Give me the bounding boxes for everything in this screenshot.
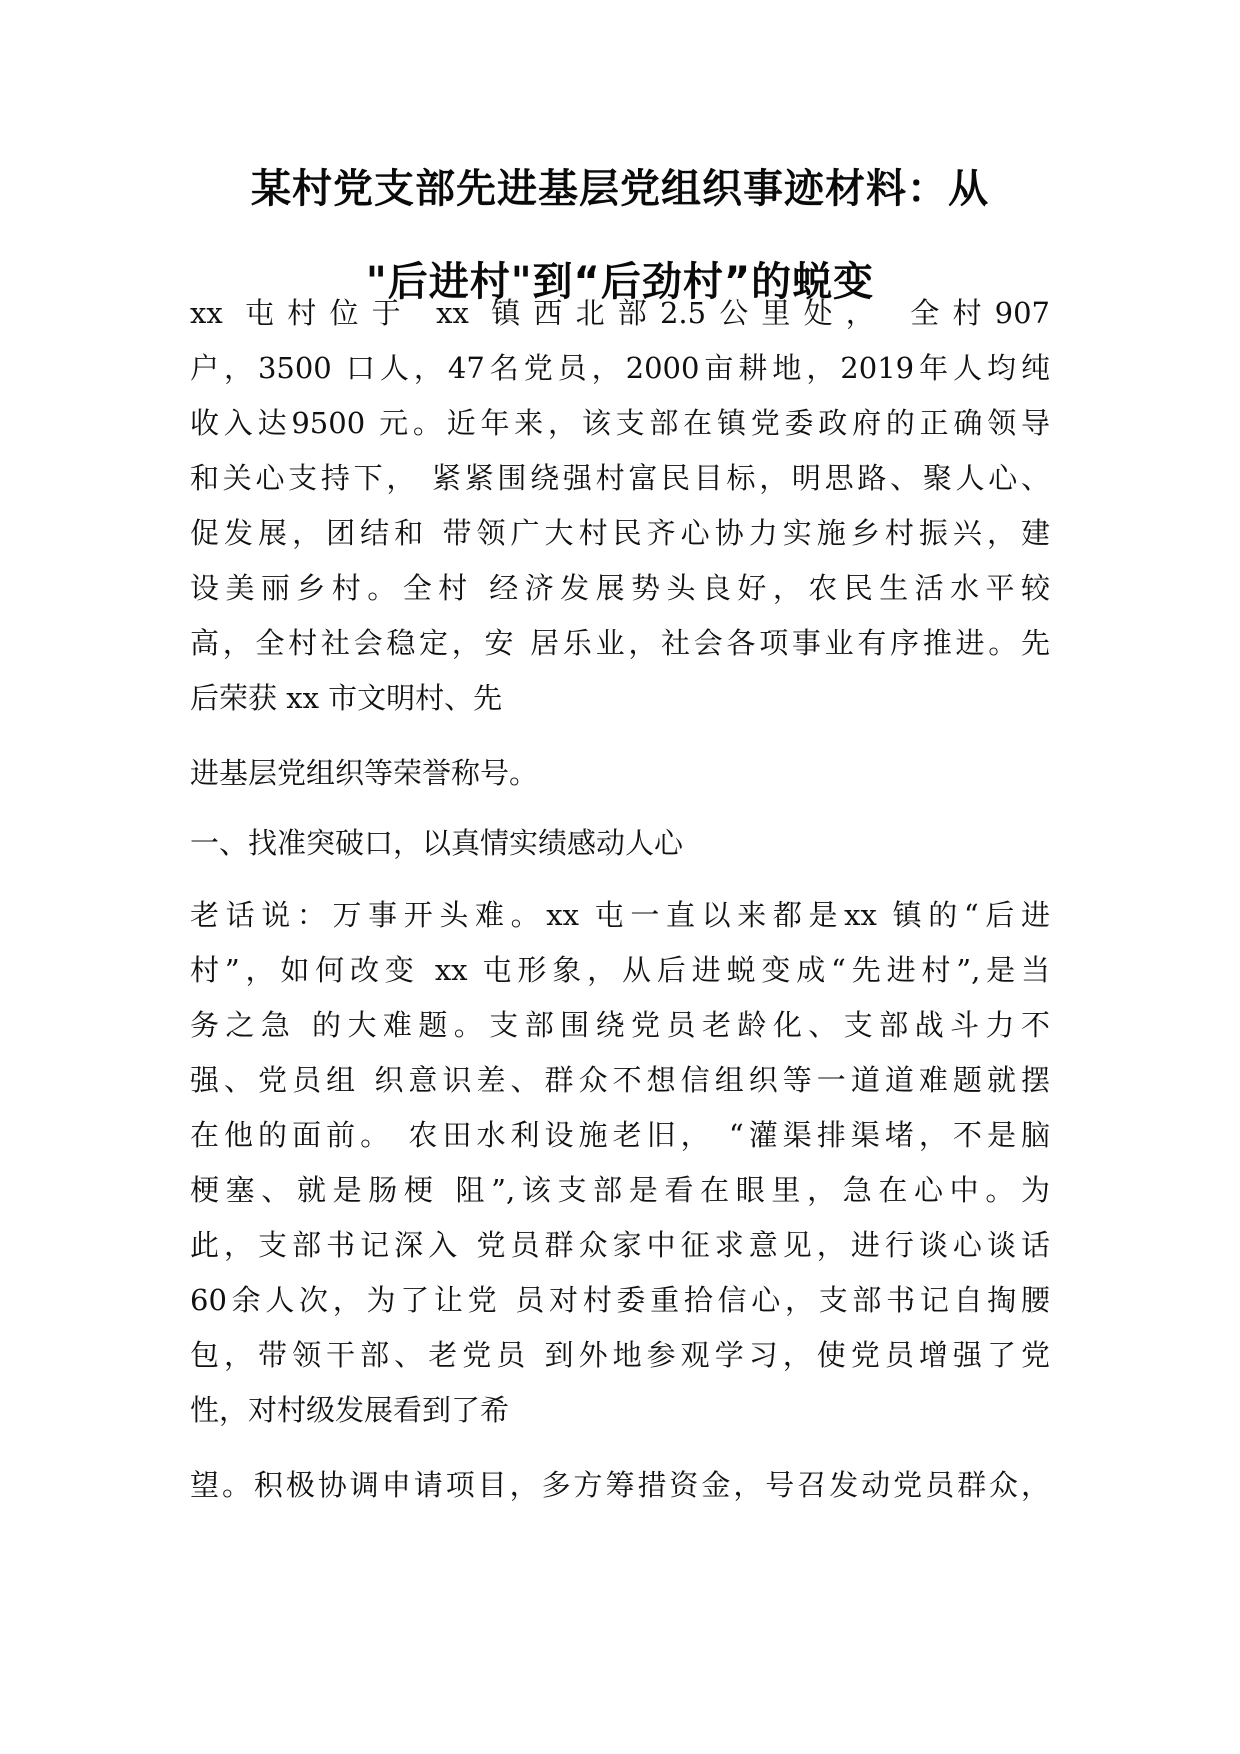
- document-title-line-2: "后进村"到“后劲村”的蜕变: [365, 259, 875, 305]
- paragraph-line: 后荣获 xx 市文明村、先: [190, 681, 503, 715]
- paragraph-line: 60余人次，为了让党 员对村委重拾信心，支部书记自掏腰: [190, 1283, 1050, 1317]
- paragraph-line: 户，3500 口人，47名党员，2000亩耕地，2019年人均纯: [190, 351, 1050, 385]
- paragraph-line: 设美丽乡村。全村 经济发展势头良好，农民生活水平较: [190, 571, 1050, 605]
- paragraph-line: 包，带领干部、老党员 到外地参观学习，使党员增强了党: [190, 1338, 1050, 1372]
- paragraph-line: 高，全村社会稳定，安 居乐业，社会各项事业有序推进。先: [190, 626, 1050, 660]
- paragraph-line: 老话说：万事开头难。xx 屯一直以来都是xx 镇的“后进: [190, 898, 1050, 932]
- paragraph-line: 强、党员组 织意识差、群众不想信组织等一道道难题就摆: [190, 1063, 1050, 1097]
- paragraph-line: xx 屯村位于 xx 镇西北部2.5公里处， 全村907: [190, 296, 1050, 330]
- paragraph-line: 性，对村级发展看到了希: [190, 1393, 510, 1427]
- paragraph-line: 务之急 的大难题。支部围绕党员老龄化、支部战斗力不: [190, 1008, 1050, 1042]
- paragraph-line: 梗塞、就是肠梗 阻”,该支部是看在眼里，急在心中。为: [190, 1173, 1050, 1207]
- paragraph-line: 促发展，团结和 带领广大村民齐心协力实施乡村振兴，建: [190, 516, 1050, 550]
- paragraph-line: 在他的面前。 农田水利设施老旧， “灌渠排渠堵，不是脑: [190, 1118, 1050, 1152]
- section-heading: 一、找准突破口，以真情实绩感动人心: [190, 826, 684, 860]
- document-title-line-1: 某村党支部先进基层党组织事迹材料：从: [251, 166, 989, 212]
- paragraph-line: 望。积极协调申请项目，多方筹措资金，号召发动党员群众，: [190, 1468, 1050, 1502]
- paragraph-line: 收入达9500 元。近年来，该支部在镇党委政府的正确领导: [190, 406, 1050, 440]
- paragraph-line: 和关心支持下， 紧紧围绕强村富民目标，明思路、聚人心、: [190, 461, 1050, 495]
- paragraph-line: 村”，如何改变 xx 屯形象，从后进蜕变成“先进村”,是当: [190, 953, 1050, 987]
- paragraph-line: 进基层党组织等荣誉称号。: [190, 756, 539, 790]
- paragraph-line: 此，支部书记深入 党员群众家中征求意见，进行谈心谈话: [190, 1228, 1050, 1262]
